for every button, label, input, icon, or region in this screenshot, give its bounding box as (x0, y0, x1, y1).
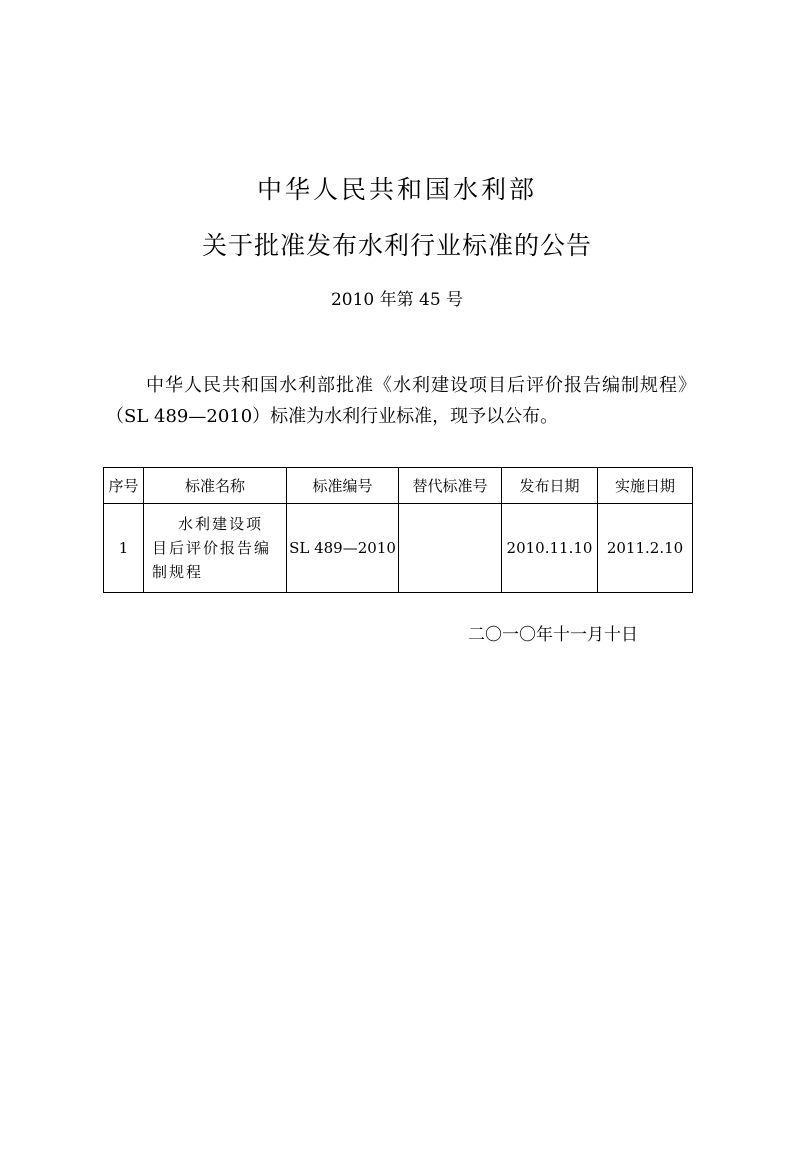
header-standard-name: 标准名称 (144, 468, 287, 504)
header-replaced-number: 替代标准号 (399, 468, 502, 504)
cell-effective-date: 2011.2.10 (598, 504, 693, 593)
standards-table (103, 467, 693, 593)
cell-standard-number: SL 489—2010 (287, 504, 399, 593)
announcement-paragraph: 中华人民共和国水利部批准《水利建设项目后评价报告编制规程》（SL 489—2010）标准为水利行业标准，现予以公布。 (106, 375, 696, 427)
document-number: 2010 年第 45 号 (330, 290, 464, 310)
cell-serial: 1 (104, 504, 144, 593)
table-row (104, 504, 693, 593)
signature-date: 二〇一〇年十一月十日 (468, 625, 638, 645)
header-effective-date: 实施日期 (598, 468, 693, 504)
cell-replaced-number (399, 504, 502, 593)
announcement-title: 关于批准发布水利行业标准的公告 (201, 231, 592, 260)
cell-standard-name: 水利建设项目后评价报告编制规程 (144, 504, 287, 593)
table-header-row (104, 468, 693, 504)
header-standard-number: 标准编号 (287, 468, 399, 504)
issuing-authority: 中华人民共和国水利部 (256, 175, 537, 204)
header-issue-date: 发布日期 (502, 468, 598, 504)
cell-issue-date: 2010.11.10 (502, 504, 598, 593)
header-serial: 序号 (104, 468, 144, 504)
